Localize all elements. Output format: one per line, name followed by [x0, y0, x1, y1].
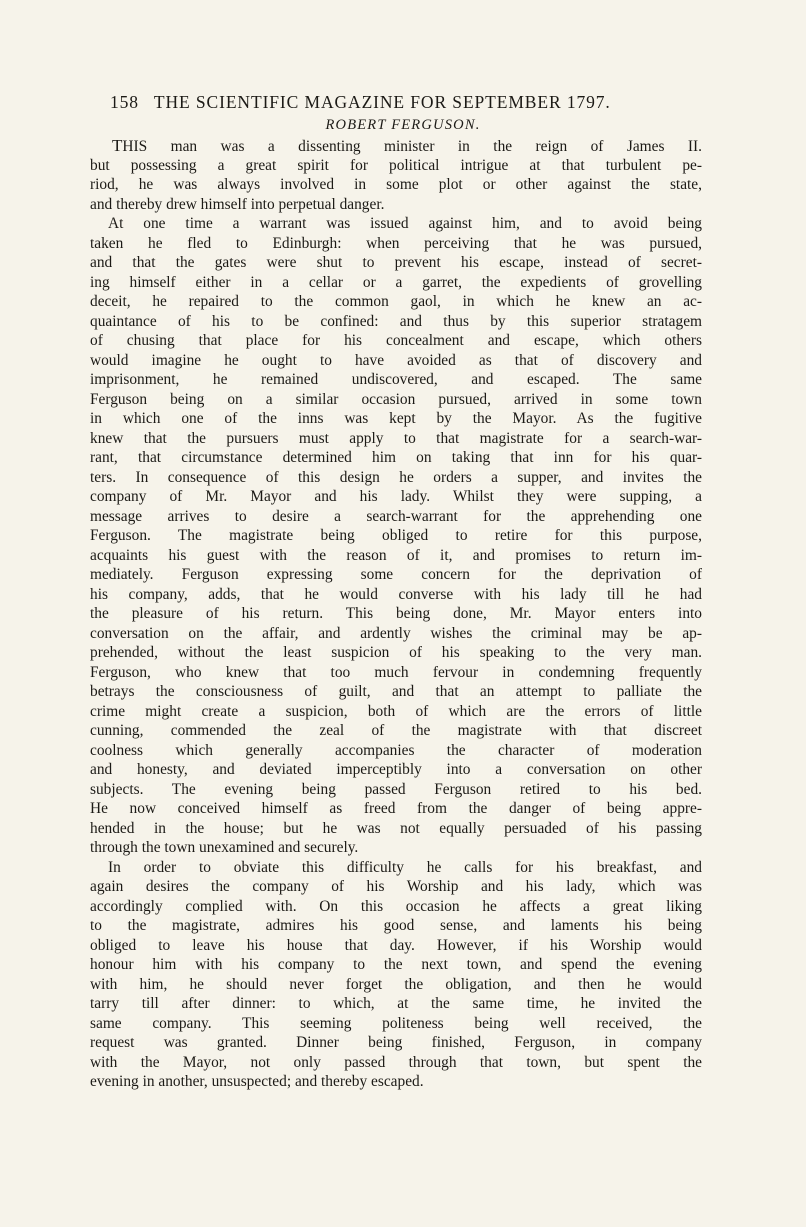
- text-line: quaintance of his to be confined: and thus by this superior stratagem: [90, 312, 702, 330]
- text-line: same company. This seeming politeness being well received, the: [90, 1014, 702, 1032]
- text-line: In order to obviate this difficulty he calls for his breakfast, and: [108, 858, 702, 876]
- text-line: his company, adds, that he would converse with his lady till he had: [90, 585, 702, 603]
- text-line: request was granted. Dinner being finished, Ferguson, in company: [90, 1034, 702, 1051]
- article-title: ROBERT FERGUSON.: [325, 117, 481, 133]
- text-line: imprisonment, he remained undiscovered, and escaped. The same: [90, 371, 702, 388]
- text-line: ters. In consequence of this design he orders a supper, and invites the: [90, 468, 702, 486]
- text-line: prehended, without the least suspicion of his speaking to the very man.: [90, 644, 702, 661]
- text-line: riod, he was always involved in some plot or other against the state,: [90, 176, 702, 193]
- text-line: of chusing that place for his concealment and escape, which others: [90, 332, 702, 349]
- text-line: mediately. Ferguson expressing some concern for the deprivation of: [90, 566, 702, 583]
- text-line: the pleasure of his return. This being done, Mr. Mayor enters into: [90, 605, 702, 622]
- text-line: company of Mr. Mayor and his lady. Whilst they were supping, a: [90, 488, 702, 505]
- text-line: and thereby drew himself into perpetual danger.: [90, 195, 385, 213]
- text-line: deceit, he repaired to the common gaol, in which he knew an ac-: [90, 293, 702, 310]
- text-line: obliged to leave his house that day. However, if his Worship would: [90, 936, 702, 954]
- text-line: conversation on the affair, and ardently wishes the criminal may be ap-: [90, 624, 702, 642]
- page-number: 158: [110, 92, 139, 112]
- text-line: with the Mayor, not only passed through that town, but spent the: [90, 1053, 702, 1071]
- text-line: and honesty, and deviated imperceptibly into a conversation on other: [90, 761, 702, 778]
- text-line: cunning, commended the zeal of the magistrate with that discreet: [90, 722, 702, 739]
- text-line: Ferguson. The magistrate being obliged to retire for this purpose,: [90, 527, 702, 544]
- text-line: but possessing a great spirit for political intrigue at that turbulent pe-: [90, 156, 702, 174]
- text-line: He now conceived himself as freed from the danger of being appre-: [90, 800, 702, 817]
- text-line: accordingly complied with. On this occasion he affects a great liking: [90, 897, 702, 915]
- text-line: rant, that circumstance determined him on taking that inn for his quar-: [90, 449, 702, 466]
- text-line: to the magistrate, admires his good sense, and laments his being: [90, 917, 702, 934]
- text-line: tarry till after dinner: to which, at the same time, he invited the: [90, 995, 702, 1012]
- text-line: coolness which generally accompanies the character of moderation: [90, 741, 702, 759]
- text-line: acquaints his guest with the reason of it, and promises to return im-: [90, 546, 702, 564]
- running-title: THE SCIENTIFIC MAGAZINE FOR SEPTEMBER 1797.: [153, 92, 611, 112]
- text-line: betrays the consciousness of guilt, and that an attempt to palliate the: [90, 683, 702, 700]
- text-line: and that the gates were shut to prevent his escape, instead of secret-: [90, 254, 702, 271]
- text-line: subjects. The evening being passed Ferguson retired to his bed.: [90, 780, 702, 798]
- text-line: honour him with his company to the next town, and spend the evening: [90, 956, 702, 973]
- text-line: would imagine he ought to have avoided as that of discovery and: [90, 351, 702, 369]
- text-line: taken he fled to Edinburgh: when perceiving that he was pursued,: [90, 234, 702, 252]
- text-line: Ferguson being on a similar occasion pursued, arrived in some town: [90, 390, 702, 408]
- text-line: ing himself either in a cellar or a garret, the expedients of grovelling: [90, 273, 702, 291]
- running-header: [110, 92, 700, 113]
- text-line: At one time a warrant was issued against him, and to avoid being: [108, 215, 702, 232]
- text-line: hended in the house; but he was not equally persuaded of his passing: [90, 819, 702, 837]
- text-line: in which one of the inns was kept by the Mayor. As the fugitive: [90, 410, 702, 427]
- text-line: with him, he should never forget the obligation, and then he would: [90, 975, 702, 993]
- text-line: crime might create a suspicion, both of which are the errors of little: [90, 702, 702, 720]
- text-line: evening in another, unsuspected; and thereby escaped.: [90, 1073, 424, 1090]
- text-line: knew that the pursuers must apply to that magistrate for a search-war-: [90, 429, 702, 447]
- text-line: Ferguson, who knew that too much fervour in condemning frequently: [90, 663, 702, 681]
- text-line: through the town unexamined and securely.: [90, 839, 359, 856]
- text-line: message arrives to desire a search-warrant for the apprehending one: [90, 507, 702, 525]
- text-line: THIS man was a dissenting minister in the reign of James II.: [112, 136, 702, 155]
- article-body: [90, 136, 702, 1092]
- text-line: again desires the company of his Worship and his lady, which was: [90, 878, 702, 895]
